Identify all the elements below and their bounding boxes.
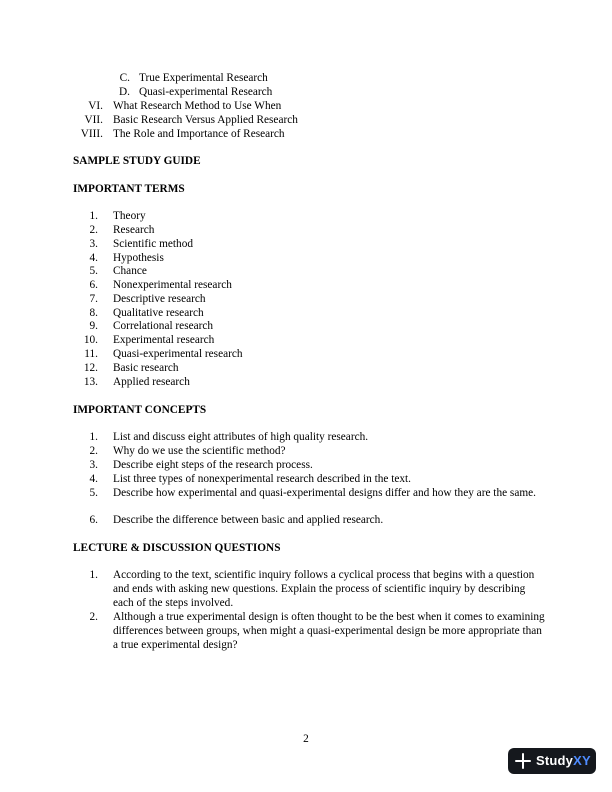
list-item: List and discuss eight attributes of high quality research. [113,431,369,443]
list-item: Although a true experimental design is often thought to be the best when it comes to examining differences between groups, when might a quasi-experimental design be more appropriate than a true experimental design? [113,611,545,651]
outline-number: D. [119,86,130,98]
list-number: 1. [89,569,98,581]
outline-item: Quasi-experimental Research [139,86,273,98]
list-number: 5. [89,265,98,277]
list-number: 2. [89,611,98,623]
list-item: Nonexperimental research [113,279,232,291]
list-number: 11. [84,348,98,360]
studyxy-logo [536,753,591,768]
list-item: Basic research [113,362,179,374]
list-item: List three types of nonexperimental research described in the text. [113,473,411,485]
list-number: 1. [89,431,98,443]
outline-item: Basic Research Versus Applied Research [113,114,298,126]
list-number: 6. [89,279,98,291]
outline-item: The Role and Importance of Research [113,128,285,140]
list-number: 2. [89,224,98,236]
list-item: Quasi-experimental research [113,348,243,360]
lecture-questions-heading: LECTURE & DISCUSSION QUESTIONS [73,542,281,554]
list-item: Scientific method [113,238,193,250]
list-item: Theory [113,210,146,222]
studyxy-badge[interactable] [508,748,596,774]
list-number: 13. [83,376,98,388]
list-item: According to the text, scientific inquiry follows a cyclical process that begins with a question and ends with asking new questions. Explain the process of scientific inquiry by describing each of the steps involved. [113,569,535,609]
list-item: Describe eight steps of the research process. [113,459,313,471]
list-number: 7. [89,293,98,305]
list-number: 8. [89,307,98,319]
outline-number: VI. [88,100,103,112]
list-item: Experimental research [113,334,215,346]
list-number: 10. [83,334,98,346]
list-item: Why do we use the scientific method? [113,445,286,457]
outline-item: True Experimental Research [139,72,268,84]
outline-number: VIII. [80,128,103,140]
list-item: Describe the difference between basic and applied research. [113,514,384,526]
outline-number: VII. [84,114,103,126]
list-item: Descriptive research [113,293,206,305]
outline-item: What Research Method to Use When [113,100,282,112]
list-item: Applied research [113,376,190,388]
important-terms-heading: IMPORTANT TERMS [73,183,185,195]
list-number: 6. [89,514,98,526]
list-number: 4. [89,473,98,485]
page-number: 2 [303,733,309,745]
important-concepts-heading: IMPORTANT CONCEPTS [73,404,207,416]
list-number: 3. [89,459,98,471]
list-item: Correlational research [113,320,214,332]
list-item: Research [113,224,155,236]
brand-text-xy: XY [573,753,591,768]
list-number: 3. [89,238,98,250]
plus-sparkle-icon [515,753,531,769]
list-number: 12. [83,362,98,374]
list-item: Chance [113,265,147,277]
list-number: 4. [89,252,98,264]
outline-number: C. [119,72,130,84]
list-number: 1. [89,210,98,222]
list-item: Hypothesis [113,252,164,264]
list-number: 9. [89,320,98,332]
list-item: Describe how experimental and quasi-experimental designs differ and how they are the same. [113,487,536,499]
list-number: 5. [89,487,98,499]
sample-study-guide-heading: SAMPLE STUDY GUIDE [73,155,201,167]
list-number: 2. [89,445,98,457]
list-item: Qualitative research [113,307,204,319]
brand-text-study: Study [536,753,574,768]
